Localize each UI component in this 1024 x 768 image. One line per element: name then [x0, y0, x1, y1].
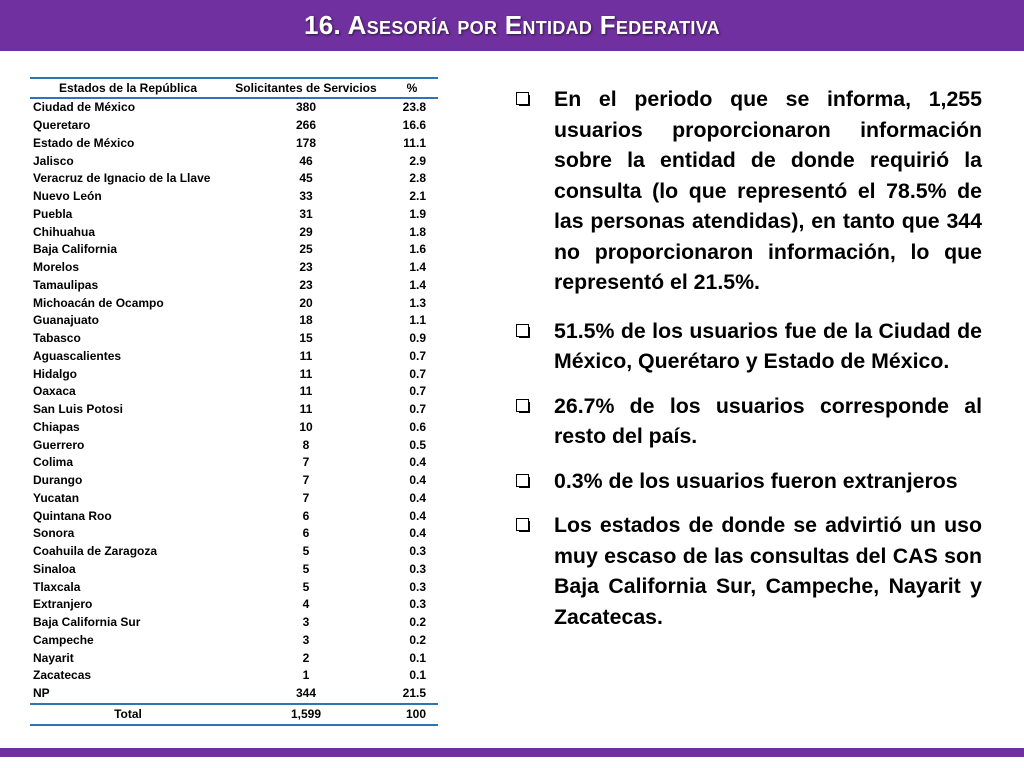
count-cell: 18	[299, 313, 313, 328]
table-row	[30, 188, 438, 206]
percent-cell: 0.1	[409, 650, 426, 665]
table-row	[30, 561, 438, 579]
count-cell: 380	[295, 100, 317, 115]
count-cell: 15	[299, 331, 313, 346]
table-row	[30, 649, 438, 667]
state-cell: Campeche	[33, 632, 94, 647]
count-cell: 11	[299, 366, 313, 381]
state-cell: NP	[33, 686, 50, 701]
table-row	[30, 454, 438, 472]
slide-title: 16. Asesoría por Entidad Federativa	[304, 10, 720, 40]
count-cell: 23	[299, 277, 313, 292]
percent-cell: 0.3	[409, 561, 426, 576]
state-cell: Tamaulipas	[33, 277, 99, 292]
state-cell: San Luis Potosi	[33, 402, 124, 417]
count-cell: 25	[299, 242, 313, 257]
count-cell: 3	[302, 615, 310, 630]
states-table-container	[30, 77, 438, 726]
checkbox-square-icon	[516, 399, 529, 412]
table-row	[30, 543, 438, 561]
table-row	[30, 277, 438, 295]
percent-cell: 2.9	[409, 153, 426, 168]
bullet-item	[512, 510, 982, 632]
checkbox-square-icon	[516, 518, 529, 531]
count-cell: 266	[295, 118, 317, 133]
percent-cell: 0.9	[409, 331, 426, 346]
percent-cell: 0.4	[409, 455, 426, 470]
table-row	[30, 348, 438, 366]
state-cell: Queretaro	[33, 118, 91, 133]
table-row	[30, 152, 438, 170]
table-row	[30, 206, 438, 224]
state-cell: Sonora	[33, 526, 75, 541]
bullet-item	[512, 316, 982, 377]
count-cell: 29	[299, 224, 313, 239]
total-label: Total	[30, 704, 226, 725]
table-row	[30, 436, 438, 454]
percent-cell: 0.6	[409, 419, 426, 434]
state-cell: Chiapas	[33, 419, 80, 434]
table-row	[30, 685, 438, 704]
state-cell: Tlaxcala	[33, 579, 81, 594]
state-cell: Tabasco	[33, 331, 81, 346]
percent-cell: 0.4	[409, 490, 426, 505]
checkbox-square-icon	[516, 92, 529, 105]
percent-cell: 0.2	[409, 632, 426, 647]
percent-cell: 0.7	[409, 366, 426, 381]
state-cell: Extranjero	[33, 597, 93, 612]
percent-cell: 0.4	[409, 508, 426, 523]
table-body	[30, 98, 438, 704]
bullet-text: 0.3% de los usuarios fueron extranjeros	[554, 468, 958, 493]
percent-cell: 16.6	[402, 118, 426, 133]
bullet-text: 51.5% de los usuarios fue de la Ciudad de México, Querétaro y Estado de México.	[554, 318, 982, 373]
header-applicants: Solicitantes de Servicios	[226, 78, 386, 98]
table-row	[30, 170, 438, 188]
table-row	[30, 401, 438, 419]
percent-cell: 11.1	[403, 135, 426, 150]
state-cell: Morelos	[33, 260, 80, 275]
table-row	[30, 223, 438, 241]
count-cell: 5	[302, 544, 310, 559]
count-cell: 344	[295, 686, 317, 701]
count-cell: 20	[299, 295, 313, 310]
percent-cell: 0.4	[409, 473, 426, 488]
state-cell: Durango	[33, 473, 83, 488]
percent-cell: 0.3	[409, 579, 426, 594]
percent-cell: 0.7	[409, 402, 426, 417]
bullet-text: Los estados de donde se advirtió un uso muy escaso de las consultas del CAS son Baja California Sur, Campeche, Nayarit y Zacatecas.	[554, 513, 982, 629]
table-row	[30, 98, 438, 117]
state-cell: Coahuila de Zaragoza	[33, 544, 158, 559]
state-cell: Sinaloa	[33, 561, 76, 576]
state-cell: Aguascalientes	[33, 348, 122, 363]
state-cell: Nayarit	[33, 650, 74, 665]
table-row	[30, 490, 438, 508]
table-row	[30, 383, 438, 401]
count-cell: 178	[295, 135, 317, 150]
table-row	[30, 472, 438, 490]
count-cell: 7	[302, 455, 310, 470]
state-cell: Quintana Roo	[33, 508, 112, 523]
count-cell: 10	[299, 419, 313, 434]
state-cell: Nuevo León	[33, 189, 102, 204]
percent-cell: 0.7	[409, 384, 426, 399]
state-cell: Ciudad de México	[33, 100, 136, 115]
states-table	[30, 77, 438, 726]
percent-cell: 1.3	[409, 295, 426, 310]
table-row	[30, 596, 438, 614]
count-cell: 8	[302, 437, 310, 452]
table-row	[30, 525, 438, 543]
count-cell: 2	[302, 650, 310, 665]
count-cell: 6	[302, 526, 310, 541]
state-cell: Zacatecas	[33, 668, 92, 683]
bullet-text: 26.7% de los usuarios corresponde al resto del país.	[554, 393, 982, 448]
state-cell: Baja California	[33, 242, 118, 257]
count-cell: 6	[302, 508, 310, 523]
state-cell: Hidalgo	[33, 366, 77, 381]
total-percent: 100	[386, 704, 438, 725]
percent-cell: 23.8	[402, 100, 426, 115]
percent-cell: 0.5	[409, 437, 426, 452]
percent-cell: 21.5	[402, 686, 426, 701]
total-count: 1,599	[226, 704, 386, 725]
count-cell: 11	[299, 402, 313, 417]
header-states: Estados de la República	[30, 78, 226, 98]
table-row	[30, 259, 438, 277]
state-cell: Michoacán de Ocampo	[33, 295, 164, 310]
count-cell: 3	[302, 632, 310, 647]
count-cell: 5	[302, 561, 310, 576]
count-cell: 31	[299, 206, 313, 221]
table-row	[30, 667, 438, 685]
percent-cell: 0.1	[409, 668, 426, 683]
table-row	[30, 294, 438, 312]
percent-cell: 0.3	[409, 544, 426, 559]
table-row	[30, 632, 438, 650]
count-cell: 7	[302, 473, 310, 488]
percent-cell: 2.8	[409, 171, 426, 186]
count-cell: 45	[299, 171, 313, 186]
state-cell: Baja California Sur	[33, 615, 141, 630]
percent-cell: 0.4	[409, 526, 426, 541]
header-percent: %	[386, 78, 438, 98]
percent-cell: 1.9	[409, 206, 426, 221]
percent-cell: 2.1	[409, 189, 426, 204]
bottom-bar	[0, 748, 1024, 757]
table-row	[30, 330, 438, 348]
count-cell: 4	[302, 597, 310, 612]
percent-cell: 0.3	[409, 597, 426, 612]
count-cell: 11	[299, 384, 313, 399]
table-row	[30, 578, 438, 596]
table-row	[30, 419, 438, 437]
state-cell: Puebla	[33, 206, 73, 221]
percent-cell: 1.4	[409, 260, 426, 275]
count-cell: 23	[299, 260, 313, 275]
count-cell: 1	[302, 668, 310, 683]
bullet-text: En el periodo que se informa, 1,255 usuarios proporcionaron información sobre la entidad de donde requirió la consulta (lo que representó el 78.5% de las personas atendidas), en tanto que 344 no proporcionaron información, lo que representó el 21.5%.	[554, 87, 982, 294]
count-cell: 46	[299, 153, 313, 168]
table-total-row	[30, 704, 438, 725]
table-header-row	[30, 78, 438, 98]
table-row	[30, 614, 438, 632]
state-cell: Estado de México	[33, 135, 135, 150]
state-cell: Oaxaca	[33, 384, 76, 399]
table-row	[30, 241, 438, 259]
table-row	[30, 135, 438, 153]
bullet-list	[512, 84, 982, 650]
bullet-item	[512, 84, 982, 298]
percent-cell: 1.6	[409, 242, 426, 257]
count-cell: 11	[299, 348, 313, 363]
table-row	[30, 312, 438, 330]
checkbox-square-icon	[516, 324, 529, 337]
state-cell: Yucatan	[33, 490, 80, 505]
bullet-item	[512, 466, 982, 497]
percent-cell: 1.1	[409, 313, 426, 328]
state-cell: Chihuahua	[33, 224, 95, 239]
percent-cell: 1.4	[409, 277, 426, 292]
percent-cell: 0.2	[409, 615, 426, 630]
state-cell: Veracruz de Ignacio de la Llave	[33, 171, 211, 186]
table-row	[30, 117, 438, 135]
state-cell: Guerrero	[33, 437, 85, 452]
table-row	[30, 365, 438, 383]
count-cell: 5	[302, 579, 310, 594]
percent-cell: 1.8	[409, 224, 426, 239]
count-cell: 33	[299, 189, 313, 204]
state-cell: Colima	[33, 455, 74, 470]
percent-cell: 0.7	[409, 348, 426, 363]
state-cell: Jalisco	[33, 153, 74, 168]
bullet-item	[512, 391, 982, 452]
state-cell: Guanajuato	[33, 313, 100, 328]
checkbox-square-icon	[516, 474, 529, 487]
table-row	[30, 507, 438, 525]
count-cell: 7	[302, 490, 310, 505]
